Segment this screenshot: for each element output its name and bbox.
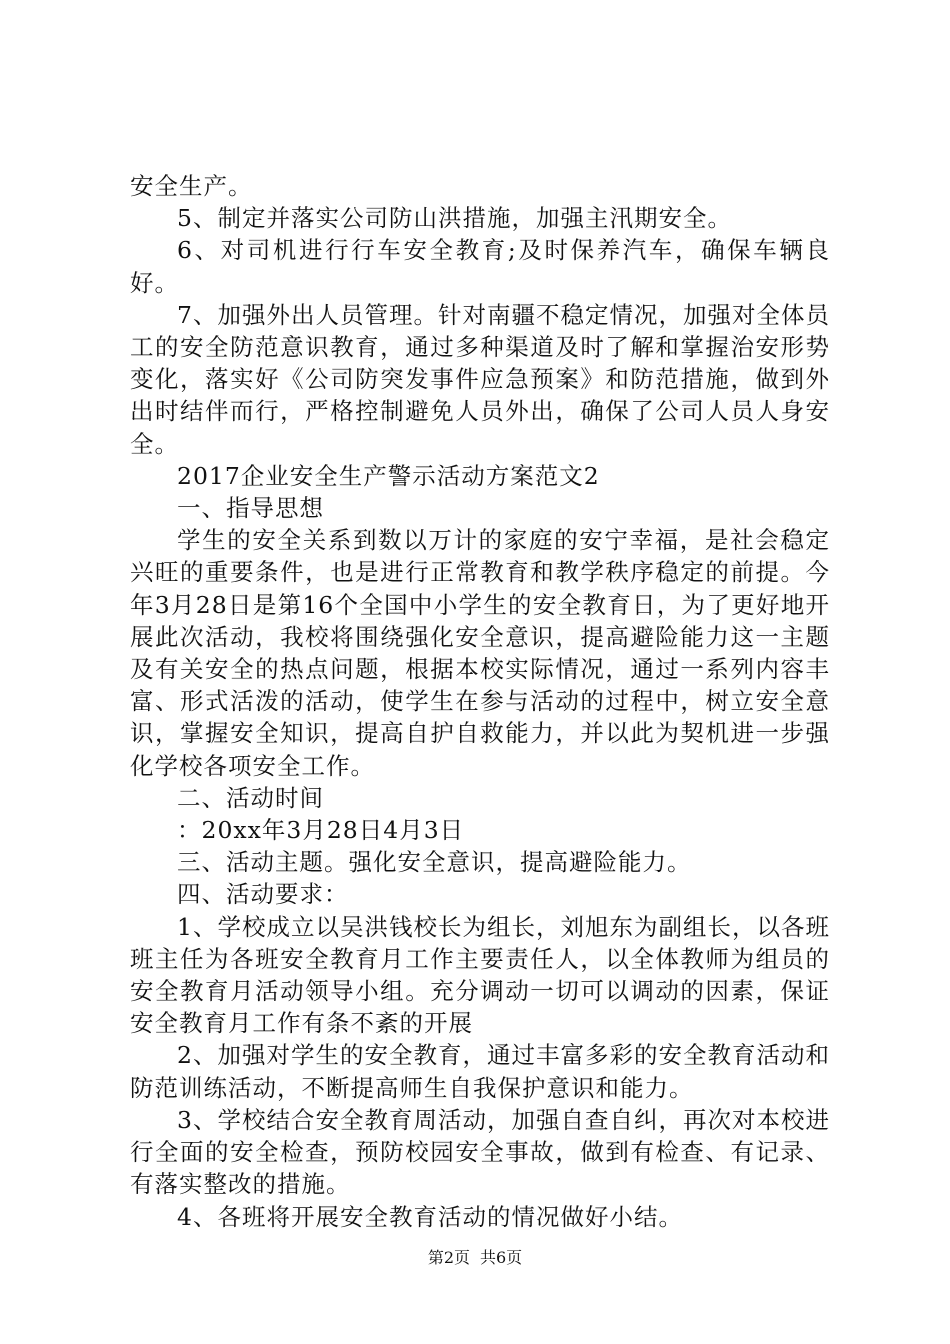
requirement-1: 1、学校成立以吴洪钱校长为组长，刘旭东为副组长，以各班班主任为各班安全教育月工作主要责任人，以全体教师为组员的安全教育月活动领导小组。充分调动一切可以调动的因素，保证安全教育月工作有条不紊的开展	[130, 912, 830, 1038]
paragraph-1: 安全生产。	[130, 172, 253, 200]
paragraph-2: 5、制定并落实公司防山洪措施，加强主汛期安全。	[177, 204, 732, 233]
paragraph-4: 7、加强外出人员管理。针对南疆不稳定情况，加强对全体员工的安全防范意识教育，通过多种渠道及时了解和掌握治安形势变化，落实好《公司防突发事件应急预案》和防范措施，做到外出时结伴而行，严格控制避免人员外出，确保了公司人员人身安全。	[130, 300, 830, 458]
heading-activity-time: 二、活动时间	[177, 783, 324, 812]
section-title: 2017企业安全生产警示活动方案范文2	[177, 461, 600, 490]
page-footer	[0, 1245, 950, 1268]
requirement-2: 2、加强对学生的安全教育，通过丰富多彩的安全教育活动和防范训练活动，不断提高师生自我保护意识和能力。	[130, 1041, 830, 1102]
requirement-3: 3、学校结合安全教育周活动，加强自查自纠，再次对本校进行全面的安全检查，预防校园安全事故，做到有检查、有记录、有落实整改的措施。	[130, 1105, 830, 1199]
heading-activity-requirements: 四、活动要求：	[177, 880, 349, 909]
heading-guiding-thought: 一、指导思想	[177, 494, 324, 523]
paragraph-3: 6、对司机进行行车安全教育;及时保养汽车，确保车辆良好。	[130, 236, 830, 297]
paragraph-guiding-thought: 学生的安全关系到数以万计的家庭的安宁幸福，是社会稳定兴旺的重要条件，也是进行正常教育和教学秩序稳定的前提。今年3月28日是第16个全国中小学生的安全教育日，为了更好地开展此次活动，我校将围绕强化安全意识，提高避险能力这一主题及有关安全的热点问题，根据本校实际情况，通过一系列内容丰富、形式活泼的活动，使学生在参与活动的过程中，树立安全意识，掌握安全知识，提高自护自救能力，并以此为契机进一步强化学校各项安全工作。	[130, 526, 830, 780]
page-number: 第2页	[427, 1248, 470, 1267]
document-body	[130, 170, 830, 1233]
activity-time-value: ：20xx年3月28日4月3日	[177, 816, 465, 845]
requirement-4: 4、各班将开展安全教育活动的情况做好小结。	[177, 1202, 683, 1231]
heading-activity-theme: 三、活动主题。强化安全意识，提高避险能力。	[177, 848, 692, 877]
page-total: 共6页	[480, 1248, 523, 1267]
